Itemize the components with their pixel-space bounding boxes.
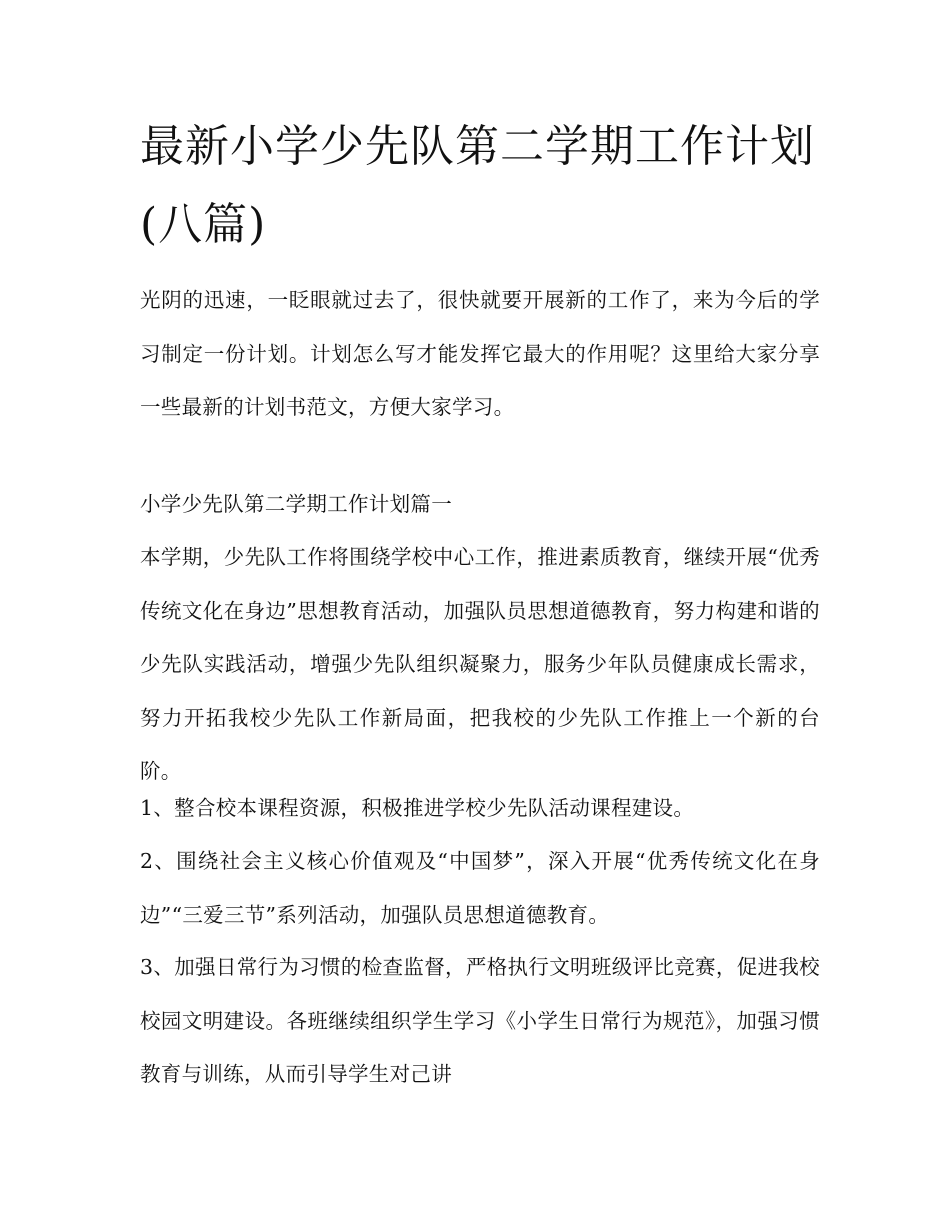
section-heading: 小学少先队第二学期工作计划篇一: [140, 492, 452, 516]
list-item: 1、整合校本课程资源，积极推进学校少先队活动课程建设。: [140, 796, 695, 820]
section-paragraph: 本学期，少先队工作将围绕学校中心工作，推进素质教育，继续开展“优秀传统文化在身边”思想教育活动，加强队员思想道德教育，努力构建和谐的少先队实践活动，增强少先队组织凝聚力，服务少年队员健康成长需求，努力开拓我校少先队工作新局面，把我校的少先队工作推上一个新的台阶。: [140, 545, 820, 783]
list-item: 2、围绕社会主义核心价值观及“中国梦”，深入开展“优秀传统文化在身边”“三爱三节”系列活动，加强队员思想道德教育。: [140, 849, 820, 927]
list-item: 3、加强日常行为习惯的检查监督，严格执行文明班级评比竞赛，促进我校校园文明建设。各班继续组织学生学习《小学生日常行为规范》，加强习惯教育与训练，从而引导学生对己讲: [140, 955, 820, 1086]
document-title: 最新小学少先队第二学期工作计划(八篇): [140, 121, 815, 250]
intro-paragraph: 光阴的迅速，一眨眼就过去了，很快就要开展新的工作了，来为今后的学习制定一份计划。计划怎么写才能发挥它最大的作用呢？这里给大家分享一些最新的计划书范文，方便大家学习。: [140, 288, 820, 419]
